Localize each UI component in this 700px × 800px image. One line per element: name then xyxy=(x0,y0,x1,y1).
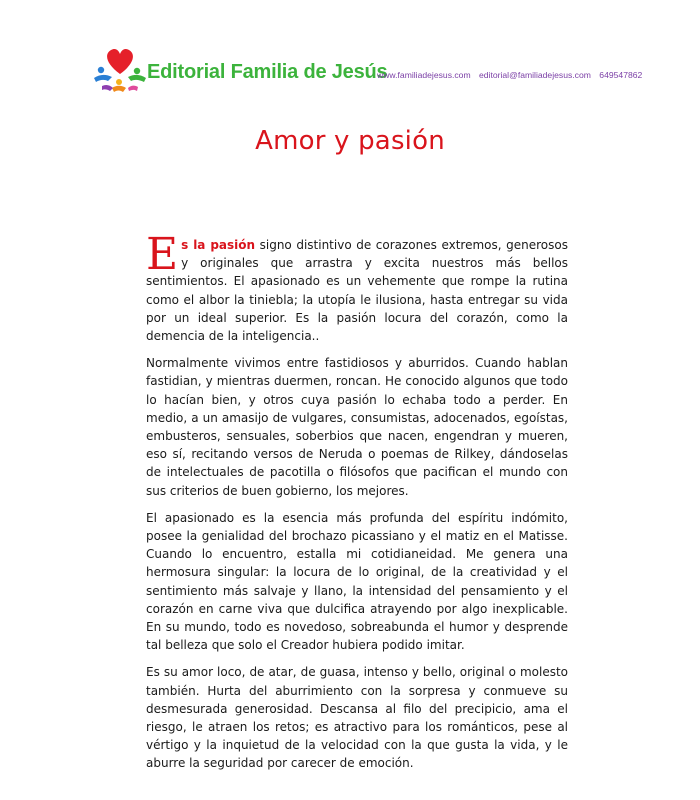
page-title: Amor y pasión xyxy=(255,126,445,156)
heart-people-logo-icon xyxy=(92,44,148,96)
drop-cap: E xyxy=(146,229,179,280)
contact-info xyxy=(377,70,648,80)
website-link[interactable]: www.familiadejesus.com xyxy=(377,70,471,80)
paragraph-1-text: signo distintivo de corazones extremos, generosos y originales que arrastra y excita nuestros más bellos sentimientos. El apasionado es un vehemente que rompe la rutina como el albor la tiniebla; la utopía le ilusiona, hasta entregar su vida por un ideal superior. Es la pasión locura del corazón, como la demencia de la inteligencia.. xyxy=(146,238,568,344)
lead-phrase: s la pasión xyxy=(181,238,256,252)
publisher-header xyxy=(92,44,652,100)
paragraph-2: Normalmente vivimos entre fastidiosos y aburridos. Cuando hablan fastidian, y mientras duermen, roncan. He conocido algunos que todo lo hacían bien, y otros cuya pasión lo echaba todo a perder. En medio, a un amasijo de vulgares, consumistas, adocenados, egoístas, embusteros, sensuales, soberbios que nacen, engendran y mueren, eso sí, recitando versos de Neruda o poemas de Rilkey, dándoselas de intelectuales de pacotilla o filósofos que pacifican el mundo con sus criterios de buen gobierno, los mejores. xyxy=(146,356,568,498)
phone-number: 649547862 xyxy=(599,70,643,80)
paragraph-3: El apasionado es la esencia más profunda del espíritu indómito, posee la genialidad del brochazo picassiano y el matiz en el Matisse. Cuando lo encuentro, estalla mi cotidianeidad. Me genera una hermosura singular: la locura de lo original, de la creatividad y el sentimiento más salvaje y llano, la intensidad del pensamiento y el corazón en carne viva que dulcifica atrayendo por algo inexplicable. En su mundo, todo es novedoso, sobreabunda el humor y desprende tal belleza que solo el Creador hubiera podido imitar. xyxy=(146,510,568,653)
email-link[interactable]: editorial@familiadejesus.com xyxy=(479,70,591,80)
publisher-name: Editorial Familia de Jesús xyxy=(147,61,388,83)
paragraph-4: Es su amor loco, de atar, de guasa, intenso y bello, original o molesto también. Hurta del aburrimiento con la sorpresa y conmueve su desmesurada generosidad. Descansa al filo del precipicio, ama el riesgo, le atraen los retos; es atractivo para los románticos, pese al vértigo y la inquietud de la velocidad con la que gusta la vida, y le aburre la seguridad por carecer de emoción. xyxy=(146,665,568,771)
article-body xyxy=(146,229,568,782)
paragraph-1 xyxy=(146,229,568,345)
